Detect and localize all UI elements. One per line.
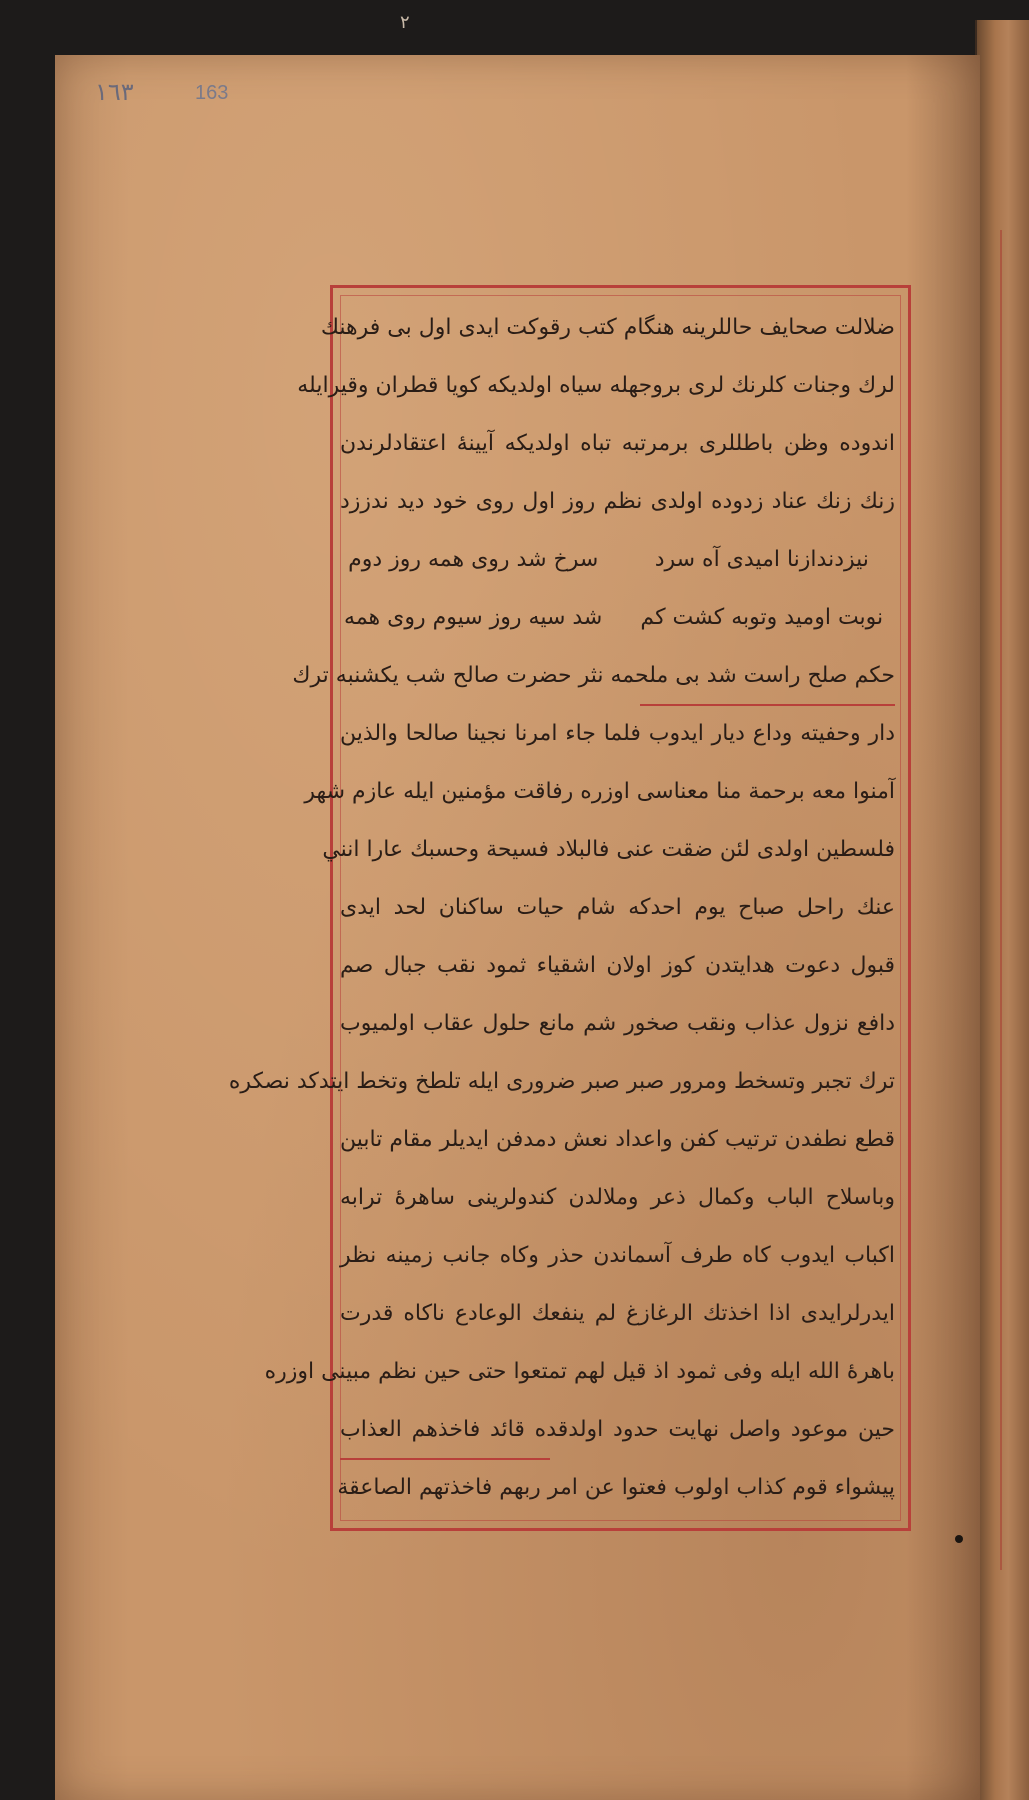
adjacent-page-edge: [975, 20, 1029, 1800]
text-line-7: حکم صلح راست شد بی ملحمه نثر حضرت صالح شب یکشنبه ترك: [292, 663, 895, 688]
verse-2-left-hemistich: شد سیه روز سیوم روی همه: [344, 605, 603, 630]
adjacent-page-rule: [1000, 230, 1002, 1570]
text-line-13: دافع نزول عذاب ونقب صخور شم مانع حلول عقاب اولمیوب: [340, 1011, 895, 1036]
margin-ink-dot: [955, 1535, 963, 1543]
text-line-9: آمنوا معه برحمة منا معناسی اوزره رفاقت مؤمنین ایله عازم شهر: [304, 779, 895, 804]
verse-1-right-hemistich: نیزدندازنا امیدی آه سرد: [654, 547, 869, 572]
text-line-18: ایدرلرایدی اذا اخذتك الرغازغ لم ینفعك الوعادع ناکاه قدرت: [340, 1301, 895, 1326]
top-mark: ٢: [400, 12, 410, 33]
verse-1-left-hemistich: سرخ شد روی همه روز دوم: [348, 547, 599, 572]
verse-line-2: [340, 590, 895, 646]
text-line-16: وباسلاح الباب وکمال ذعر وملالدن کندولرینی ساهرهٔ ترابه: [340, 1185, 895, 1210]
text-line-11: عنك راحل صباح یوم احدکه شام حیات ساکنان لحد ایدی: [340, 895, 895, 920]
text-line-21: پیشواء قوم کذاب اولوب فعتوا عن امر ربهم فاخذتهم الصاعقة: [337, 1475, 895, 1500]
text-line-3: اندوده وظن باطللری برمرتبه تباه اولدیکه آیینهٔ اعتقادلرندن: [340, 431, 895, 456]
text-line-14: ترك تجبر وتسخط ومرور صبر صبر ضروری ایله تلطخ وتخط ایتدکد نصکره: [228, 1069, 895, 1094]
verse-2-right-hemistich: نوبت اومید وتوبه کشت کم: [640, 605, 884, 630]
text-line-4: زنك زنك عناد زدوده اولدی نظم روز اول روی خود دید ندززد: [340, 489, 895, 514]
text-line-10: فلسطین اولدی لئن ضقت عنی فالبلاد فسیحة وحسبك عارا انني: [322, 837, 895, 862]
text-line-19: باهرهٔ الله ایله وفی ثمود اذ قیل لهم تمتعوا حتی حین نظم مبینی اوزره: [264, 1359, 895, 1384]
verse-line-1: [340, 532, 895, 588]
folio-number-latin: 163: [195, 82, 229, 104]
text-line-8: دار وحفیته وداع دیار ایدوب فلما جاء امرنا نجینا صالحا والذین: [340, 721, 895, 746]
text-line-17: اکباب ایدوب کاه طرف آسماندن حذر وکاه جانب زمینه نظر: [340, 1243, 895, 1268]
text-line-20: حین موعود واصل نهایت حدود اولدقده قائد فاخذهم العذاب: [340, 1417, 895, 1442]
text-line-12: قبول دعوت هدایتدن کوز اولان اشقیاء ثمود نقب جبال صم: [340, 953, 895, 978]
text-line-15: قطع نطفدن ترتیب کفن واعداد نعش دمدفن ایدیلر مقام تابین: [340, 1127, 895, 1152]
folio-number-eastern: ١٦٣: [95, 78, 134, 106]
text-line-2: لرك وجنات کلرنك لری بروجهله سیاه اولدیکه کویا قطران وقیرایله: [297, 373, 895, 398]
text-line-1: ضلالت صحایف حاللرینه هنگام کتب رقوکت ایدی اول بی فرهنك: [320, 315, 895, 340]
